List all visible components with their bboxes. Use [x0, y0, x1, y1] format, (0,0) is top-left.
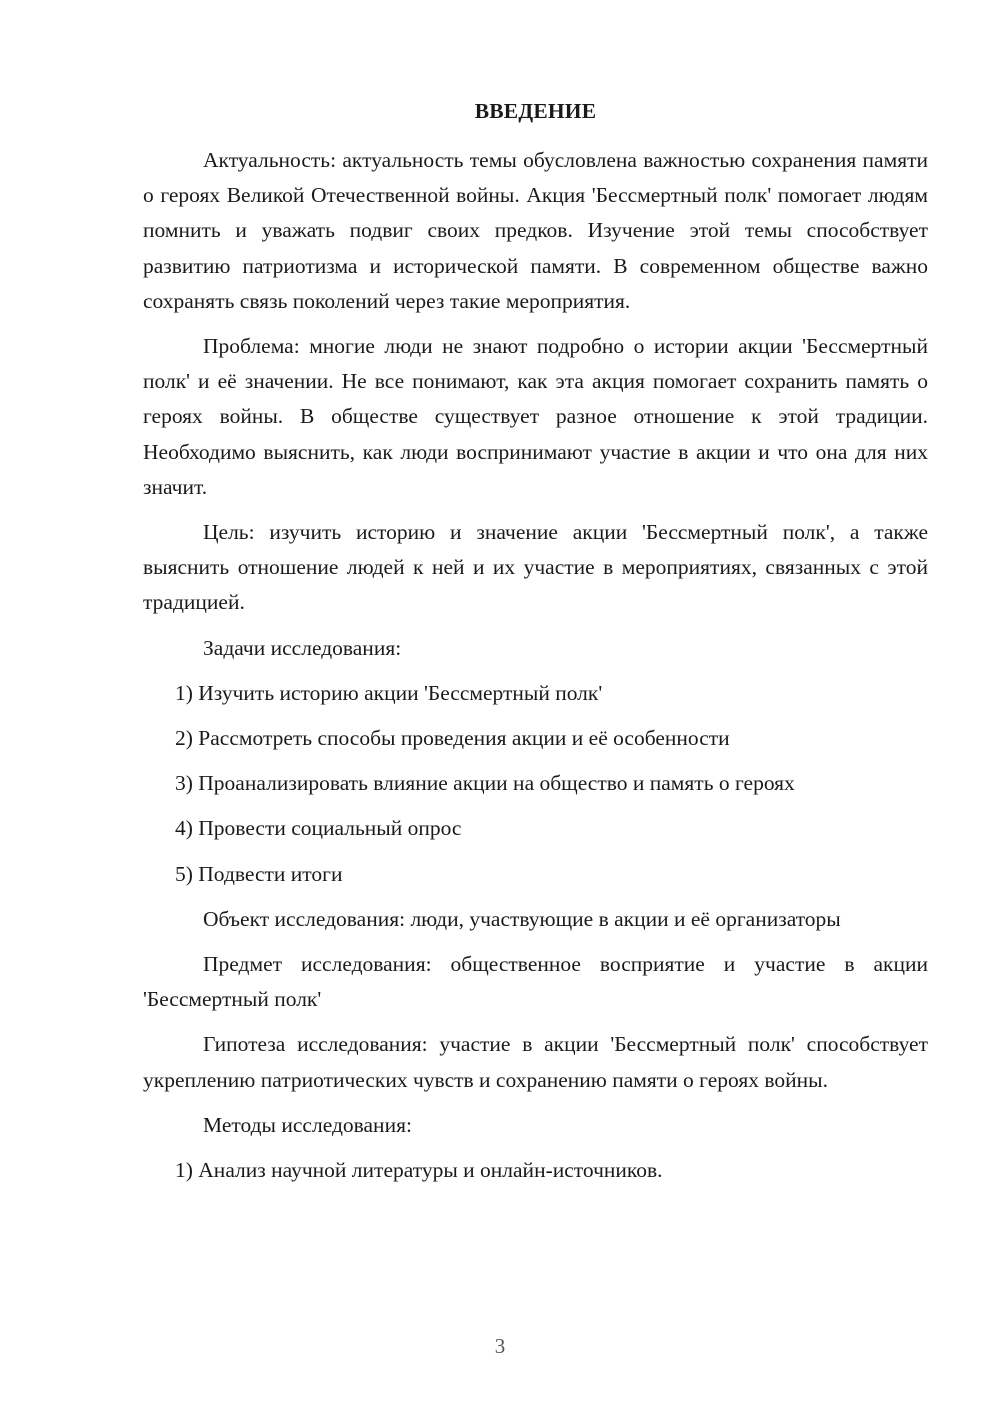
methods-heading: Методы исследования: — [203, 1112, 412, 1137]
tasks-list — [143, 676, 928, 892]
method-item-1: 1) Анализ научной литературы и онлайн-источников. — [175, 1158, 663, 1183]
paragraph-hypothesis: Гипотеза исследования: участие в акции 'Бессмертный полк' способствует укреплению патриотических чувств и сохранению памяти о героях войны. — [143, 1032, 928, 1092]
task-item-3: 3) Проанализировать влияние акции на общество и память о героях — [175, 771, 795, 796]
page-number: 3 — [494, 1334, 506, 1358]
paragraph-object: Объект исследования: люди, участвующие в акции и её организаторы — [203, 906, 841, 931]
tasks-heading: Задачи исследования: — [203, 635, 402, 660]
task-item-5: 5) Подвести итоги — [175, 861, 343, 886]
task-item-2: 2) Рассмотреть способы проведения акции и её особенности — [175, 726, 730, 751]
task-item-4: 4) Провести социальный опрос — [175, 816, 462, 841]
page-content — [143, 96, 928, 1198]
paragraph-goal: Цель: изучить историю и значение акции 'Бессмертный полк', а также выяснить отношение людей к ней и их участие в мероприятиях, связанных с этой традицией. — [143, 520, 928, 615]
paragraph-problem: Проблема: многие люди не знают подробно о истории акции 'Бессмертный полк' и её значении. Не все понимают, как эта акция помогает сохранить память о героях войны. В обществе существует разное отношение к этой традиции. Необходимо выяснить, как люди воспринимают участие в акции и что она для них значит. — [143, 334, 928, 499]
paragraph-relevance: Актуальность: актуальность темы обусловлена важностью сохранения памяти о героях Великой Отечественной войны. Акция 'Бессмертный полк' помогает людям помнить и уважать подвиг своих предков. Изучение этой темы способствует развитию патриотизма и исторической памяти. В современном обществе важно сохранять связь поколений через такие мероприятия. — [143, 148, 928, 313]
task-item-1: 1) Изучить историю акции 'Бессмертный полк' — [175, 680, 603, 705]
paragraph-subject: Предмет исследования: общественное восприятие и участие в акции 'Бессмертный полк' — [143, 952, 928, 1012]
section-title: ВВЕДЕНИЕ — [474, 99, 597, 123]
methods-list — [143, 1153, 928, 1188]
